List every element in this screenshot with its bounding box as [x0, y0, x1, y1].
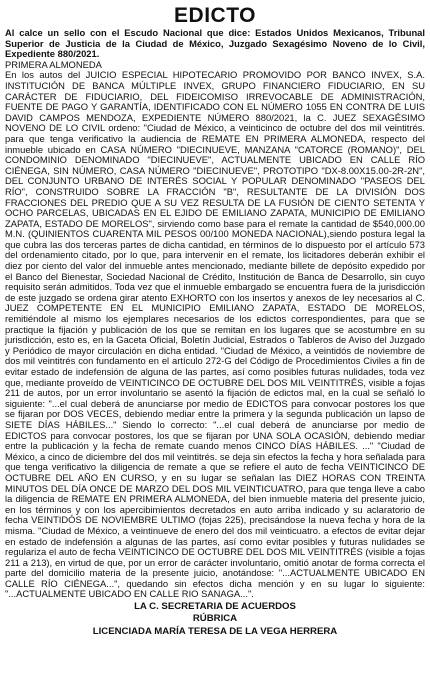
auction-heading: PRIMERA ALMONEDA [5, 58, 102, 70]
signature-name: LICENCIADA MARÍA TERESA DE LA VEGA HERRERA [92, 625, 338, 637]
edict-body-text: En los autos del JUICIO ESPECIAL HIPOTECARIO PROMOVIDO POR BANCO INVEX, S.A. INSTITUCIÓN DE BANCA MÚLTIPLE INVEX, GRUPO FINANCIERO FIDUCIARIO, EN SU CARÁCTER DE FIDUCIARIO, DEL FIDEICOMISO IRREVOCABLE DE ADMINISTRACIÓN, FUENTE DE PAGO Y GARANTÍA, IDENTIFICADO CON EL NÚMERO 1055 EN CONTRA DE LUIS DAVID CAMPOS MENDOZA, EXPEDIENTE NÚMERO 880/2021, la C. JUEZ SEXAGÉSIMO NOVENO DE LO CIVIL ordeno: "Ciudad de México, a veinticinco de octubre del dos mil veintitrés. para que tenga verificativo la audiencia de REMATE EN PRIMERA ALMONEDA, respecto del inmueble ubicado en CASA NÚMERO "DIECINUEVE, MANZANA "CATORCE (ROMANO)", DEL CONDOMINIO DENOMINADO "DIECINUEVE", ACTUALMENTE UBICADO EN CALLE RÍO CIÉNEGA, SIN NÚMERO, CASA NÚMERO "DIECINUEVE", PROTOTIPO "DX-8.00X15.00-2R-2N", DEL CONJUNTO URBANO DE INTERÉS SOCIAL Y POPULAR DENOMINADO "PASEOS DEL RÍO", CONSTRUIDO SOBRE LA FRACCIÓN "B", RESULTANTE DE LA DIVISIÓN DOS FRACCIONES DEL PREDIO QUE A SU VEZ RESULTA DE LA FUSIÓN DE CIENTO SETENTA Y OCHO PARCELAS, UBICADAS EN EL EJIDO DE EMILIANO ZAPATA, MUNICIPIO DE EMILIANO ZAPATA, ESTADO DE MORELOS", sirviendo como base para el remate la cantidad de $540,000.00 M.N. (QUINIENTOS CUARENTA MIL PESOS 00/100 MONEDA NACIONAL),siendo postura legal la que cubra las dos terceras partes de dicha cantidad, en términos de lo dispuesto por el artículo 573 del ordenamiento citado, por lo que, para intervenir en el remate, los licitadores deberán exhibir el diez por ciento del valor del inmueble antes mencionado, mediante billete de depósito expedido por el Banco del Bienestar, Sociedad Nacional de Crédito, Institución de Banca de Desarrollo, sin cuyo requisito serán admitidos. Toda vez que el inmueble embargado se encuentra fuera de la jurisdicción de este juzgado se ordena girar atento EXHORTO con los insertos y anexos de ley necesarios al C. JUEZ COMPETENTE EN EL MUNICIPIO EMILIANO ZAPATA, ESTADO DE MORELOS, remitiéndole al mismo los ejemplares necesarios de los edictos correspondientes, para que se practique la fijación y publicación de los que se remitan en los lugares que se acostumbre en su jurisdicción, esto es, en la Gaceta Oficial, Boletín Judicial, Estrados o Tableros de Aviso del Juzgado y Periódico de mayor circulación en dicha entidad. "Ciudad de México, a veintidós de noviembre de dos mil veintitrés con fundamento en el artículo 272-G del Código de Procedimientos Civiles a fin de evitar estado de indefensión de alguna de las partes, así como posibles futuras nulidades, toda vez que, mediante proveído de VEINTICINCO DE OCTUBRE DEL DOS MIL VEINTITRÉS, visible a fojas 211 de autos, por un error involuntario se asentó la fijación de edictos mal, en la cual se señaló lo siguiente: "...el cual deberá de anunciarse por medio de EDICTOS para convocar postores los que se fijaran por DOS VECES, debiendo mediar entre la primera y la segunda publicación un lapso de SIETE DÍAS HÁBILES..." Siendo lo correcto: "...el cual deberá de anunciarse por medio de EDICTOS para convocar postores, los que se fijaran por UNA SOLA OCASIÓN, debiendo mediar entre la publicación y la fecha de remate cuando menos CINCO DÍAS HÁBILES. ..." "Ciudad de México, a cinco de diciembre del dos mil veintitrés. se deja sin efectos la fecha y hora señalada para que tenga verificativo la diligencia de remate a que se refiere el auto de fecha VEINTICINCO DE OCTUBRE DEL AÑO EN CURSO, y en su lugar se señalan las DIEZ HORAS CON TREINTA MINUTOS DEL DÍA ONCE DE MARZO DEL DOS MIL VEINTICUATRO, para que tenga lleve a cabo la diligencia de REMATE EN PRIMERA ALMONEDA, del bien inmueble materia del presente juicio, en los términos y con los apercibimientos decretados en auto arriba indicado y su aclaratorio de fecha VEINTIDÓS DE NOVIEMBRE ULTIMO (fojas 225), precisándose la nueva fecha y hora de la misma. "Ciudad de México, a veintinueve de enero del dos mil veinticuatro. a efectos de evitar dejar en estado de indefensión a algunas de las partes, así como evitar posibles y futuras nulidades se regulariza el auto de fecha VEINTICINCO DE OCTUBRE DEL DOS MIL VEINTITRÉS (visible a fojas 211 a 213), en virtud de que, por un error de carácter involuntario, omitió anotar de forma correcta el parte del domicilio materia de la presente juicio, anotándose: "...ACTUALMENTE UBICADO EN CALLE RÍO CIÉNEGA...", quedando sin efectos dicha mención y en su lugar lo siguiente: "...ACTUALMENTE UBICADO EN CALLE RIO SANAGA...". [5, 69, 425, 600]
edict-title: EDICTO [174, 4, 256, 27]
signature-block [5, 601, 425, 638]
signature-role: LA C. SECRETARIA DE ACUERDOS [134, 601, 296, 613]
court-seal-description: Al calce un sello con el Escudo Nacional que dice: Estados Unidos Mexicanos, Tribunal Superior de Justicia de la Ciudad de México, Juzgado Sexagésimo Noveno de lo Civil, Expediente 880/2021. [5, 27, 425, 60]
signature-rubrica: RÚBRICA [192, 613, 238, 625]
